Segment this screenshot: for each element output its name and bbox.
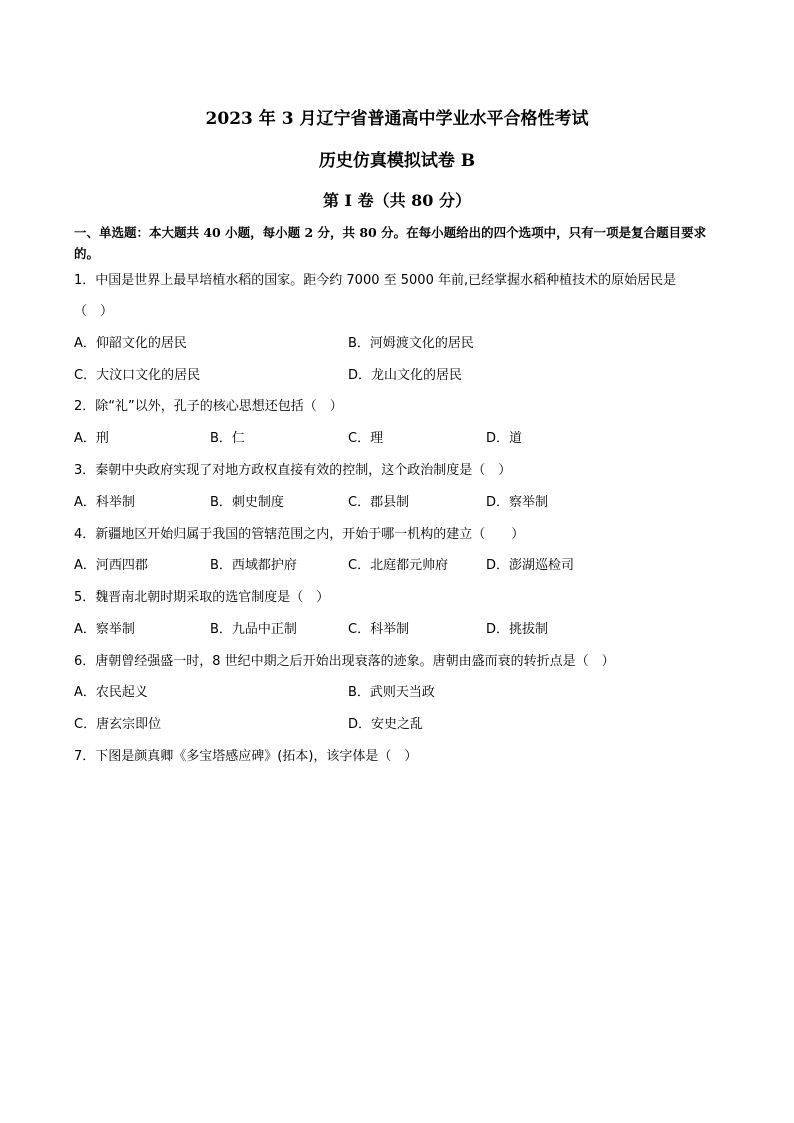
question-3-option-d: D．察举制 bbox=[486, 495, 549, 510]
question-1-option-a: A．仰韶文化的居民 bbox=[74, 336, 187, 351]
question-5-option-b: B．九品中正制 bbox=[210, 622, 297, 637]
question-6-option-c: C．唐玄宗即位 bbox=[74, 717, 162, 732]
question-4-option-a: A．河西四郡 bbox=[74, 558, 148, 573]
question-6-option-d: D．安史之乱 bbox=[348, 717, 424, 732]
question-4-option-d: D．澎湖巡检司 bbox=[486, 558, 575, 573]
question-2-stem: 2．除“礼”以外，孔子的核心思想还包括（ ） bbox=[74, 399, 343, 414]
question-4-option-b: B．西域都护府 bbox=[210, 558, 297, 573]
question-3-option-a: A．科举制 bbox=[74, 495, 135, 510]
question-1-stem: 1．中国是世界上最早培植水稻的国家。距今约 7000 至 5000 年前,已经掌握水稻种植技术的原始居民是 bbox=[74, 273, 677, 288]
question-4-stem: 4．新疆地区开始归属于我国的管辖范围之内，开始于哪一机构的建立（ ） bbox=[74, 527, 525, 542]
exam-title: 2023 年 3 月辽宁省普通高中学业水平合格性考试 bbox=[205, 109, 589, 129]
question-7-stem: 7．下图是颜真卿《多宝塔感应碑》(拓本)，该字体是（ ） bbox=[74, 749, 418, 764]
question-2-option-b: B．仁 bbox=[210, 431, 245, 446]
question-1-blank: （ ） bbox=[74, 304, 114, 319]
question-3-option-c: C．郡县制 bbox=[348, 495, 410, 510]
question-1-option-d: D．龙山文化的居民 bbox=[348, 368, 463, 383]
question-4-option-c: C．北庭都元帅府 bbox=[348, 558, 449, 573]
question-2-option-c: C．理 bbox=[348, 431, 384, 446]
question-3-option-b: B．刺史制度 bbox=[210, 495, 284, 510]
question-5-stem: 5．魏晋南北朝时期采取的选官制度是（ ） bbox=[74, 590, 330, 605]
question-5-option-a: A．察举制 bbox=[74, 622, 135, 637]
question-5-option-d: D．挑拔制 bbox=[486, 622, 549, 637]
question-1-option-c: C．大汶口文化的居民 bbox=[74, 368, 201, 383]
question-6-stem: 6．唐朝曾经强盛一时，8 世纪中期之后开始出现衰落的迹象。唐朝由盛而衰的转折点是（ ） bbox=[74, 654, 615, 669]
question-6-option-a: A．农民起义 bbox=[74, 685, 148, 700]
question-6-option-b: B．武则天当政 bbox=[348, 685, 435, 700]
question-1-option-b: B．河姆渡文化的居民 bbox=[348, 336, 474, 351]
question-3-stem: 3．秦朝中央政府实现了对地方政权直接有效的控制，这个政治制度是（ ） bbox=[74, 463, 512, 478]
section-instructions: 一、单选题：本大题共 40 小题，每小题 2 分，共 80 分。在每小题给出的四个选项中，只有一项是复合题目要求的。 bbox=[74, 225, 707, 261]
paper-title: 历史仿真模拟试卷 B bbox=[318, 151, 476, 171]
question-5-option-c: C．科举制 bbox=[348, 622, 410, 637]
question-2-option-a: A．刑 bbox=[74, 431, 109, 446]
question-2-option-d: D．道 bbox=[486, 431, 523, 446]
part-title: 第 I 卷（共 80 分） bbox=[322, 191, 472, 210]
